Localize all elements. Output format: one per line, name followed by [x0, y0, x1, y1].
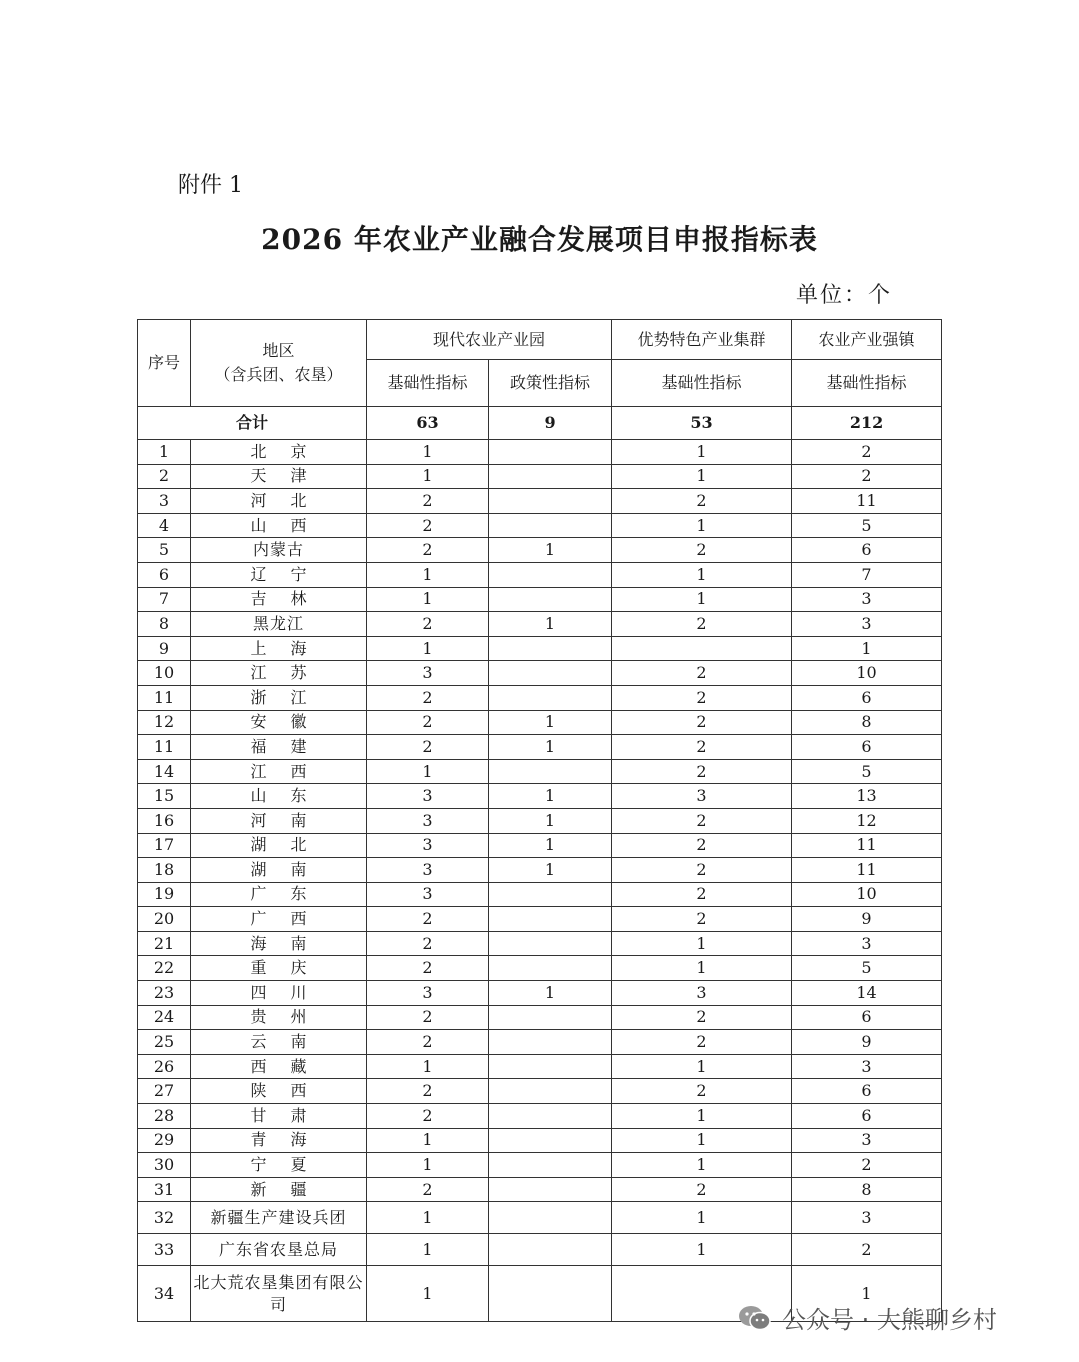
header-seq: 序号: [138, 320, 191, 407]
table-row: [138, 1153, 942, 1178]
row-cluster-basic: 1: [612, 562, 792, 587]
row-park-basic: 3: [367, 858, 489, 883]
table-row: [138, 1234, 942, 1266]
row-region: 山东: [191, 784, 367, 809]
total-row: [138, 407, 942, 440]
row-seq: 6: [138, 562, 191, 587]
row-town-basic: 9: [792, 907, 942, 932]
row-park-basic: 2: [367, 1005, 489, 1030]
row-town-basic: 14: [792, 981, 942, 1006]
row-region: 北京: [191, 440, 367, 465]
row-seq: 24: [138, 1005, 191, 1030]
row-park-basic: 2: [367, 735, 489, 760]
row-region: 内蒙古: [191, 538, 367, 563]
row-seq: 19: [138, 882, 191, 907]
table-row: [138, 1177, 942, 1202]
watermark: [738, 1300, 997, 1335]
row-cluster-basic: 2: [612, 612, 792, 637]
row-park-policy: [489, 1054, 612, 1079]
row-cluster-basic: 1: [612, 1128, 792, 1153]
row-park-basic: 3: [367, 882, 489, 907]
row-park-policy: [489, 882, 612, 907]
row-town-basic: 6: [792, 1104, 942, 1129]
row-park-policy: 1: [489, 735, 612, 760]
row-park-basic: 2: [367, 513, 489, 538]
row-park-policy: 1: [489, 808, 612, 833]
row-region: 青海: [191, 1128, 367, 1153]
row-cluster-basic: 2: [612, 759, 792, 784]
table-row: [138, 562, 942, 587]
row-region: 四川: [191, 981, 367, 1006]
row-region: 重庆: [191, 956, 367, 981]
table-row: [138, 636, 942, 661]
row-park-basic: 1: [367, 1266, 489, 1322]
indicator-table: [137, 319, 942, 1322]
row-seq: 11: [138, 735, 191, 760]
table-row: [138, 538, 942, 563]
row-park-policy: [489, 464, 612, 489]
row-town-basic: 5: [792, 956, 942, 981]
row-park-policy: 1: [489, 981, 612, 1006]
row-park-policy: [489, 513, 612, 538]
row-park-policy: [489, 1128, 612, 1153]
row-region: 河北: [191, 489, 367, 514]
table-row: [138, 685, 942, 710]
row-seq: 18: [138, 858, 191, 883]
row-seq: 20: [138, 907, 191, 932]
row-park-policy: [489, 1079, 612, 1104]
row-seq: 17: [138, 833, 191, 858]
row-cluster-basic: 1: [612, 956, 792, 981]
row-park-basic: 2: [367, 710, 489, 735]
row-park-policy: [489, 661, 612, 686]
row-region: 辽宁: [191, 562, 367, 587]
row-town-basic: 11: [792, 833, 942, 858]
row-park-basic: 2: [367, 1079, 489, 1104]
row-region: 湖南: [191, 858, 367, 883]
row-park-basic: 3: [367, 981, 489, 1006]
row-park-basic: 1: [367, 1054, 489, 1079]
total-town-basic: 212: [792, 407, 942, 440]
table-row: [138, 833, 942, 858]
row-town-basic: 10: [792, 882, 942, 907]
row-park-policy: [489, 1153, 612, 1178]
row-region: 北大荒农垦集团有限公司: [191, 1266, 367, 1322]
row-seq: 28: [138, 1104, 191, 1129]
row-region: 黑龙江: [191, 612, 367, 637]
row-park-policy: [489, 1202, 612, 1234]
row-park-basic: 2: [367, 489, 489, 514]
row-region: 江西: [191, 759, 367, 784]
table-row: [138, 931, 942, 956]
row-park-basic: 3: [367, 784, 489, 809]
row-town-basic: 2: [792, 1153, 942, 1178]
row-park-policy: [489, 1104, 612, 1129]
row-park-basic: 2: [367, 907, 489, 932]
row-region: 广西: [191, 907, 367, 932]
row-cluster-basic: 2: [612, 489, 792, 514]
row-park-basic: 1: [367, 1153, 489, 1178]
header-region: [191, 320, 367, 407]
header-region-line1: 地区: [262, 341, 295, 360]
row-town-basic: 9: [792, 1030, 942, 1055]
table-row: [138, 1054, 942, 1079]
row-cluster-basic: [612, 636, 792, 661]
row-park-basic: 1: [367, 440, 489, 465]
row-region: 福建: [191, 735, 367, 760]
row-park-policy: 1: [489, 538, 612, 563]
row-cluster-basic: 2: [612, 833, 792, 858]
row-cluster-basic: 1: [612, 1234, 792, 1266]
row-cluster-basic: 1: [612, 587, 792, 612]
row-seq: 22: [138, 956, 191, 981]
row-cluster-basic: 1: [612, 440, 792, 465]
row-seq: 25: [138, 1030, 191, 1055]
row-cluster-basic: 2: [612, 735, 792, 760]
wechat-icon: [738, 1305, 772, 1331]
row-park-policy: [489, 562, 612, 587]
table-row: [138, 956, 942, 981]
table-row: [138, 907, 942, 932]
row-town-basic: 2: [792, 440, 942, 465]
row-cluster-basic: 2: [612, 858, 792, 883]
table-row: [138, 440, 942, 465]
header-region-line2: （含兵团、农垦）: [214, 365, 343, 384]
row-town-basic: 10: [792, 661, 942, 686]
row-town-basic: 3: [792, 1054, 942, 1079]
row-seq: 21: [138, 931, 191, 956]
row-park-policy: [489, 685, 612, 710]
row-park-policy: [489, 489, 612, 514]
row-cluster-basic: 2: [612, 710, 792, 735]
row-cluster-basic: 2: [612, 685, 792, 710]
row-park-policy: [489, 1266, 612, 1322]
total-label: 合计: [138, 407, 367, 440]
row-seq: 2: [138, 464, 191, 489]
header-modern-park: 现代农业产业园: [367, 320, 612, 360]
row-park-basic: 1: [367, 636, 489, 661]
row-region: 广东: [191, 882, 367, 907]
row-cluster-basic: 2: [612, 661, 792, 686]
row-cluster-basic: 1: [612, 1054, 792, 1079]
row-park-policy: 1: [489, 612, 612, 637]
row-cluster-basic: 3: [612, 981, 792, 1006]
table-row: [138, 489, 942, 514]
row-cluster-basic: 1: [612, 931, 792, 956]
row-seq: 30: [138, 1153, 191, 1178]
row-seq: 7: [138, 587, 191, 612]
row-town-basic: 5: [792, 759, 942, 784]
row-seq: 11: [138, 685, 191, 710]
row-region: 山西: [191, 513, 367, 538]
table-row: [138, 1104, 942, 1129]
subheader-park-basic: 基础性指标: [367, 360, 489, 407]
row-park-basic: 2: [367, 612, 489, 637]
row-region: 西藏: [191, 1054, 367, 1079]
row-seq: 14: [138, 759, 191, 784]
row-region: 海南: [191, 931, 367, 956]
row-seq: 8: [138, 612, 191, 637]
table-row: [138, 735, 942, 760]
total-cluster-basic: 53: [612, 407, 792, 440]
row-park-policy: 1: [489, 858, 612, 883]
row-seq: 33: [138, 1234, 191, 1266]
row-seq: 4: [138, 513, 191, 538]
row-park-policy: [489, 956, 612, 981]
row-town-basic: 1: [792, 636, 942, 661]
row-seq: 32: [138, 1202, 191, 1234]
row-town-basic: 5: [792, 513, 942, 538]
total-park-policy: 9: [489, 407, 612, 440]
row-park-basic: 3: [367, 833, 489, 858]
table-row: [138, 661, 942, 686]
row-town-basic: 7: [792, 562, 942, 587]
row-seq: 12: [138, 710, 191, 735]
row-region: 湖北: [191, 833, 367, 858]
row-region: 甘肃: [191, 1104, 367, 1129]
row-park-basic: 2: [367, 538, 489, 563]
table-row: [138, 1202, 942, 1234]
row-cluster-basic: 1: [612, 513, 792, 538]
table-row: [138, 1005, 942, 1030]
row-cluster-basic: 2: [612, 538, 792, 563]
row-park-basic: 1: [367, 1234, 489, 1266]
table-row: [138, 784, 942, 809]
row-park-policy: [489, 636, 612, 661]
subheader-park-policy: 政策性指标: [489, 360, 612, 407]
row-town-basic: 11: [792, 858, 942, 883]
total-park-basic: 63: [367, 407, 489, 440]
row-cluster-basic: 2: [612, 907, 792, 932]
row-park-policy: 1: [489, 710, 612, 735]
row-park-policy: 1: [489, 833, 612, 858]
row-cluster-basic: 2: [612, 1177, 792, 1202]
row-region: 浙江: [191, 685, 367, 710]
row-town-basic: 3: [792, 1202, 942, 1234]
row-town-basic: 3: [792, 1128, 942, 1153]
table-row: [138, 464, 942, 489]
row-seq: 23: [138, 981, 191, 1006]
table-row: [138, 981, 942, 1006]
row-park-basic: 1: [367, 587, 489, 612]
subheader-cluster-basic: 基础性指标: [612, 360, 792, 407]
header-industry-cluster: 优势特色产业集群: [612, 320, 792, 360]
row-town-basic: 3: [792, 612, 942, 637]
row-park-basic: 2: [367, 956, 489, 981]
row-region: 安徽: [191, 710, 367, 735]
table-row: [138, 808, 942, 833]
row-cluster-basic: 1: [612, 1202, 792, 1234]
row-park-basic: 2: [367, 1177, 489, 1202]
row-park-policy: [489, 759, 612, 784]
table-row: [138, 1030, 942, 1055]
row-park-basic: 3: [367, 808, 489, 833]
row-seq: 5: [138, 538, 191, 563]
row-region: 陕西: [191, 1079, 367, 1104]
table-row: [138, 513, 942, 538]
row-town-basic: 6: [792, 685, 942, 710]
row-town-basic: 11: [792, 489, 942, 514]
row-park-basic: 2: [367, 1104, 489, 1129]
row-park-policy: [489, 1234, 612, 1266]
row-park-basic: 1: [367, 1128, 489, 1153]
table-row: [138, 1079, 942, 1104]
row-region: 云南: [191, 1030, 367, 1055]
row-park-basic: 1: [367, 1202, 489, 1234]
row-park-basic: 3: [367, 661, 489, 686]
row-region: 江苏: [191, 661, 367, 686]
row-town-basic: 6: [792, 1079, 942, 1104]
row-park-policy: 1: [489, 784, 612, 809]
row-town-basic: 8: [792, 710, 942, 735]
row-town-basic: 6: [792, 1005, 942, 1030]
table-row: [138, 1128, 942, 1153]
row-park-basic: 1: [367, 464, 489, 489]
table-row: [138, 612, 942, 637]
row-park-policy: [489, 1030, 612, 1055]
row-cluster-basic: 2: [612, 882, 792, 907]
table-row: [138, 587, 942, 612]
row-park-policy: [489, 1177, 612, 1202]
watermark-text: 公众号 · 大熊聊乡村: [782, 1306, 997, 1334]
row-park-policy: [489, 907, 612, 932]
row-seq: 9: [138, 636, 191, 661]
row-seq: 3: [138, 489, 191, 514]
row-seq: 16: [138, 808, 191, 833]
row-park-basic: 2: [367, 1030, 489, 1055]
row-park-policy: [489, 587, 612, 612]
row-seq: 34: [138, 1266, 191, 1322]
subheader-town-basic: 基础性指标: [792, 360, 942, 407]
row-region: 贵州: [191, 1005, 367, 1030]
row-region: 宁夏: [191, 1153, 367, 1178]
row-town-basic: 6: [792, 735, 942, 760]
row-seq: 10: [138, 661, 191, 686]
row-seq: 29: [138, 1128, 191, 1153]
row-town-basic: 12: [792, 808, 942, 833]
row-town-basic: 1: [792, 1266, 942, 1322]
row-park-basic: 1: [367, 759, 489, 784]
row-cluster-basic: 2: [612, 1079, 792, 1104]
row-cluster-basic: 2: [612, 1005, 792, 1030]
table-row: [138, 882, 942, 907]
row-seq: 26: [138, 1054, 191, 1079]
row-town-basic: 2: [792, 464, 942, 489]
row-region: 天津: [191, 464, 367, 489]
row-park-basic: 2: [367, 685, 489, 710]
row-cluster-basic: 3: [612, 784, 792, 809]
row-town-basic: 6: [792, 538, 942, 563]
row-town-basic: 3: [792, 931, 942, 956]
row-region: 广东省农垦总局: [191, 1234, 367, 1266]
row-cluster-basic: 1: [612, 1153, 792, 1178]
row-town-basic: 2: [792, 1234, 942, 1266]
table-row: [138, 858, 942, 883]
row-town-basic: 8: [792, 1177, 942, 1202]
row-town-basic: 13: [792, 784, 942, 809]
row-seq: 27: [138, 1079, 191, 1104]
document-title: 2026 年农业产业融合发展项目申报指标表: [261, 223, 818, 256]
row-cluster-basic: 1: [612, 464, 792, 489]
row-park-policy: [489, 440, 612, 465]
row-region: 新疆: [191, 1177, 367, 1202]
row-town-basic: 3: [792, 587, 942, 612]
row-cluster-basic: 1: [612, 1104, 792, 1129]
table-row: [138, 759, 942, 784]
unit-label: 单位：个: [796, 283, 893, 308]
row-region: 新疆生产建设兵团: [191, 1202, 367, 1234]
row-park-policy: [489, 1005, 612, 1030]
row-seq: 15: [138, 784, 191, 809]
row-seq: 1: [138, 440, 191, 465]
row-region: 吉林: [191, 587, 367, 612]
row-region: 上海: [191, 636, 367, 661]
row-seq: 31: [138, 1177, 191, 1202]
row-cluster-basic: 2: [612, 808, 792, 833]
header-strong-town: 农业产业强镇: [792, 320, 942, 360]
attachment-label: 附件 1: [178, 173, 243, 198]
row-park-basic: 1: [367, 562, 489, 587]
row-region: 河南: [191, 808, 367, 833]
row-park-policy: [489, 931, 612, 956]
table-row: [138, 710, 942, 735]
row-park-basic: 2: [367, 931, 489, 956]
row-cluster-basic: 2: [612, 1030, 792, 1055]
